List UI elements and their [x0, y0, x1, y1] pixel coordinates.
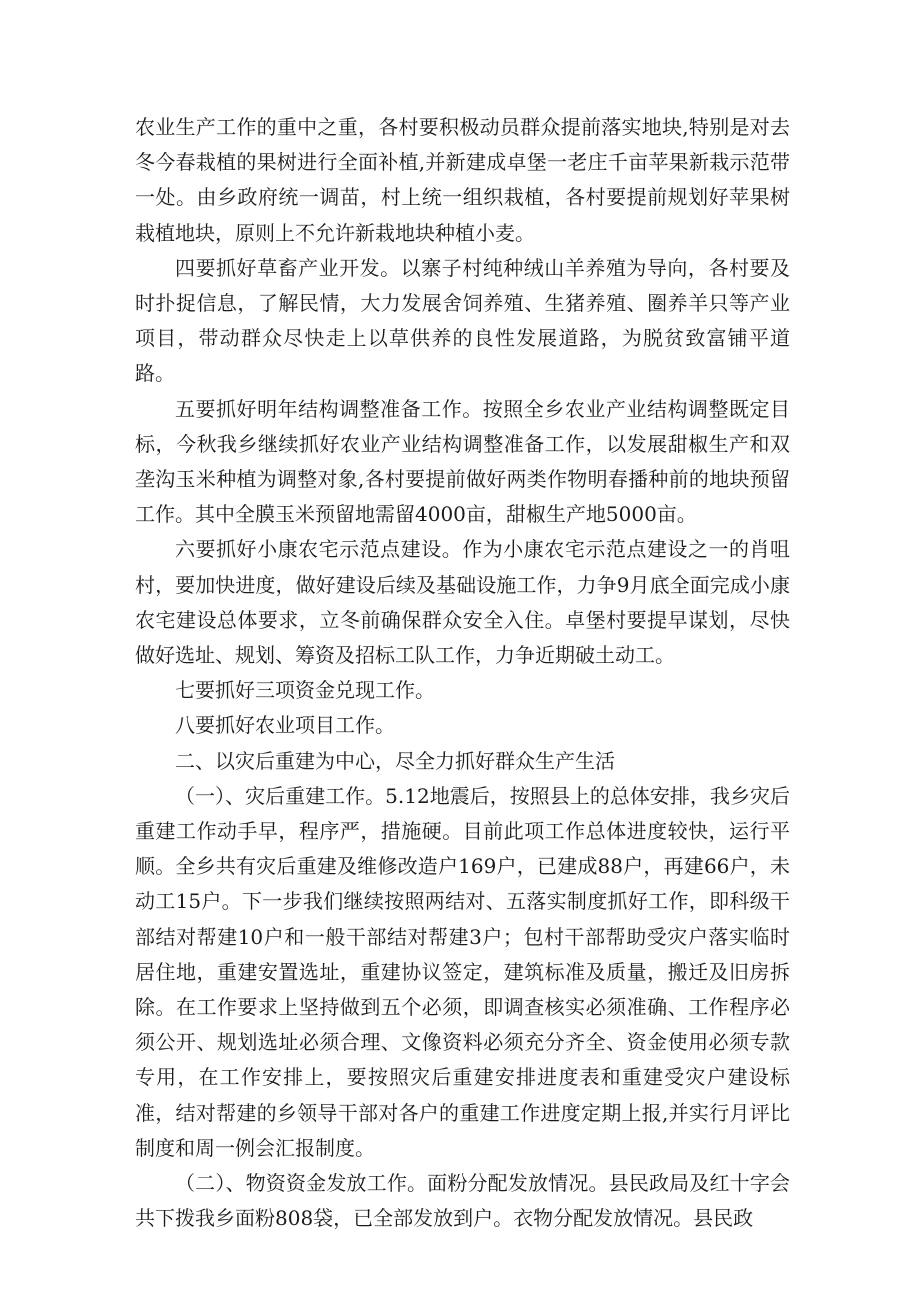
paragraph-item-5: 五要抓好明年结构调整准备工作。按照全乡农业产业结构调整既定目标，今秋我乡继续抓好农业产业结构调整准备工作，以发展甜椒生产和双垄沟玉米种植为调整对象,各村要提前做好两类作物明春播种前的地块预留工作。其中全膜玉米预留地需留4000亩，甜椒生产地5000亩。 — [135, 396, 790, 527]
paragraph-subsection-2: （二）、物资资金发放工作。面粉分配发放情况。县民政局及红十字会共下拨我乡面粉808袋，已全部发放到户。衣物分配发放情况。县民政 — [135, 1171, 790, 1231]
paragraph-subsection-1: （一）、灾后重建工作。5.12地震后，按照县上的总体安排，我乡灾后重建工作动手早，程序严，措施硬。目前此项工作总体进度较快，运行平顺。全乡共有灾后重建及维修改造户169户，已建成88户，再建66户，未动工15户。下一步我们继续按照两结对、五落实制度抓好工作，即科级干部结对帮建10户和一般干部结对帮建3户；包村干部帮助受灾户落实临时居住地，重建安置选址，重建协议签定，建筑标准及质量，搬迁及旧房拆除。在工作要求上坚持做到五个必须，即调查核实必须准确、工作程序必须公开、规划选址必须合理、文像资料必须充分齐全、资金使用必须专款专用，在工作安排上，要按照灾后重建安排进度表和重建受灾户建设标准，结对帮建的乡领导干部对各户的重建工作进度定期上报,并实行月评比制度和周一例会汇报制度。 — [135, 783, 790, 1160]
paragraph-item-8: 八要抓好农业项目工作。 — [175, 713, 395, 738]
paragraph-item-4: 四要抓好草畜产业开发。以寨子村纯种绒山羊养殖为导向，各村要及时扑捉信息，了解民情，大力发展舍饲养殖、生猪养殖、圈养羊只等产业项目，带动群众尽快走上以草供养的良性发展道路，为脱贫致富铺平道路。 — [135, 255, 790, 386]
paragraph-continuation: 农业生产工作的重中之重，各村要积极动员群众提前落实地块,特别是对去冬今春栽植的果树进行全面补植,并新建成卓堡一老庄千亩苹果新栽示范带一处。由乡政府统一调苗，村上统一组织栽植，各村要提前规划好苹果树栽植地块，原则上不允许新栽地块种植小麦。 — [135, 115, 790, 245]
section-heading-2: 二、以灾后重建为中心，尽全力抓好群众生产生活 — [175, 748, 615, 773]
paragraph-item-6: 六要抓好小康农宅示范点建设。作为小康农宅示范点建设之一的肖咀村，要加快进度，做好建设后续及基础设施工作，力争9月底全面完成小康农宅建设总体要求，立冬前确保群众安全入住。卓堡村要提早谋划，尽快做好选址、规划、筹资及招标工队工作，力争近期破土动工。 — [135, 537, 790, 668]
document-body — [135, 110, 790, 1237]
paragraph-item-7: 七要抓好三项资金兑现工作。 — [175, 678, 435, 703]
